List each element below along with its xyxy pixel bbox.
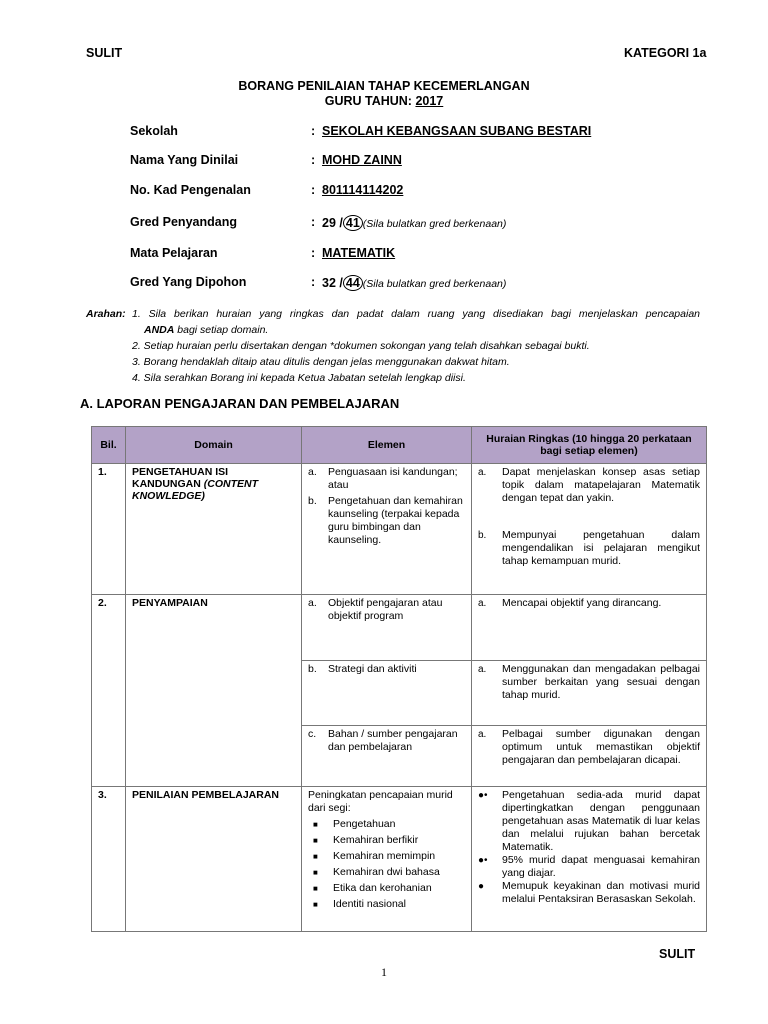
circled-grade: 44 — [343, 275, 363, 291]
field-mata-pelajaran-value: MATEMATIK — [322, 246, 396, 260]
elemen-cell: b. Strategi dan aktiviti — [302, 661, 472, 726]
instructions-label: Arahan: — [86, 308, 126, 320]
huraian-cell: ●• Pengetahuan sedia-ada murid dapat dipertingkatkan dengan penggunaan pengetahuan asas Matematik di luar kelas dan melalui rujukan bahan bercetak Matematik. ●• 95% murid dapat menguasai kemahiran yang diajar. ● Memupuk keyakinan dan motivasi murid melalui Pentaksiran Berasaskan Sekolah. — [472, 787, 707, 932]
bullet-icon: ■ — [313, 836, 318, 845]
table-row: 3. PENILAIAN PEMBELAJARAN Peningkatan pencapaian murid dari segi: ■ Pengetahuan ■ Kemahiran berfikir ■ Kemahiran memimpin ■ Kemahiran dwi bahasa ■ Etika dan kerohanian ■ Identiti nasional ●• Pengetahuan sedia-ada murid dapat dipertingkatkan dengan penggunaan pengetahuan asas Matematik di luar kelas dan melalui rujukan bahan bercetak Matematik. ●• 95% murid dapat menguasai kemahiran yang diajar. ● Memupuk keyakinan dan motivasi murid melalui Pentaksiran Berasaskan Sekolah. — [92, 787, 707, 932]
table-row: 1. PENGETAHUAN ISI KANDUNGAN (CONTENT KNOWLEDGE) a. Penguasaan isi kandungan; atau b. Pengetahuan dan kemahiran kaunseling (terpakai kepada guru bimbingan dan kaunseling. a. Dapat menjelaskan konsep asas setiap topik dalam matapelajaran Matematik dengan tepat dan yakin. b. Mempunyai pengetahuan dalam mengendalikan isi pelajaran mengikut tahap kemampuan murid. — [92, 464, 707, 595]
field-sekolah-value: SEKOLAH KEBANGSAAN SUBANG BESTARI — [322, 124, 592, 138]
elemen-cell: a. Objektif pengajaran atau objektif program — [302, 595, 472, 661]
section-title: A. LAPORAN PENGAJARAN DAN PEMBELAJARAN — [80, 396, 400, 411]
bullet-icon: ■ — [313, 884, 318, 893]
header-elemen: Elemen — [302, 427, 472, 464]
header-huraian: Huraian Ringkas (10 hingga 20 perkataan bagi setiap elemen) — [472, 427, 707, 464]
form-title-line2: GURU TAHUN: 2017 — [324, 94, 444, 108]
huraian-cell: a. Pelbagai sumber digunakan dengan optimum untuk memastikan objektif pengajaran dan pembelajaran dicapai. — [472, 726, 707, 787]
footer-sulit: SULIT — [659, 947, 696, 961]
circled-grade: 41 — [343, 215, 363, 231]
header-sulit: SULIT — [86, 46, 123, 60]
page-number: 1 — [381, 965, 387, 979]
table-header-row — [92, 427, 707, 464]
report-table — [91, 426, 707, 932]
domain-cell: PENYAMPAIAN — [126, 595, 302, 787]
elemen-cell: Peningkatan pencapaian murid dari segi: ■ Pengetahuan ■ Kemahiran berfikir ■ Kemahiran memimpin ■ Kemahiran dwi bahasa ■ Etika dan kerohanian ■ Identiti nasional — [302, 787, 472, 932]
bullet-icon: ■ — [313, 852, 318, 861]
field-kad-pengenalan-value: 801114114202 — [322, 183, 404, 197]
bullet-icon: ■ — [313, 868, 318, 877]
instructions: Arahan: 1. Sila berikan huraian yang ringkas dan padat dalam ruang yang disediakan bagi menjelaskan pencapaian ANDA bagi setiap domain. 2. Setiap huraian perlu disertakan dengan *dokumen sokongan yang telah disahkan sebagai bukti. 3. Borang hendaklah ditaip atau ditulis dengan jelas menggunakan dakwat hitam. 4. Sila serahkan Borang ini kepada Ketua Jabatan setelah lengkap diisi. — [86, 308, 700, 384]
elemen-cell: c. Bahan / sumber pengajaran dan pembelajaran — [302, 726, 472, 787]
header-domain: Domain — [126, 427, 302, 464]
form-year: 2017 — [415, 94, 444, 108]
huraian-cell: a. Dapat menjelaskan konsep asas setiap topik dalam matapelajaran Matematik dengan tepat dan yakin. b. Mempunyai pengetahuan dalam mengendalikan isi pelajaran mengikut tahap kemampuan murid. — [472, 464, 707, 595]
bullet-icon: ● — [478, 881, 485, 892]
domain-cell: PENGETAHUAN ISI KANDUNGAN (CONTENT KNOWLEDGE) — [126, 464, 302, 595]
table-row: 2. PENYAMPAIAN a. Objektif pengajaran atau objektif program a. Mencapai objektif yang dirancang. — [92, 595, 707, 661]
bullet-icon: ●• — [478, 790, 488, 801]
domain-cell: PENILAIAN PEMBELAJARAN — [126, 787, 302, 932]
huraian-cell: a. Mencapai objektif yang dirancang. — [472, 595, 707, 661]
huraian-cell: a. Menggunakan dan mengadakan pelbagai sumber berkaitan yang sesuai dengan tahap murid. — [472, 661, 707, 726]
elemen-cell: a. Penguasaan isi kandungan; atau b. Pengetahuan dan kemahiran kaunseling (terpakai kepada guru bimbingan dan kaunseling. — [302, 464, 472, 595]
header-kategori: KATEGORI 1a — [624, 46, 707, 60]
bullet-icon: ●• — [478, 855, 488, 866]
form-title — [0, 79, 768, 109]
bullet-icon: ■ — [313, 900, 318, 909]
field-nama-value: MOHD ZAINN — [322, 153, 402, 167]
bullet-icon: ■ — [313, 820, 318, 829]
header-bil: Bil. — [92, 427, 126, 464]
form-title-line1: BORANG PENILAIAN TAHAP KECEMERLANGAN — [238, 79, 530, 93]
